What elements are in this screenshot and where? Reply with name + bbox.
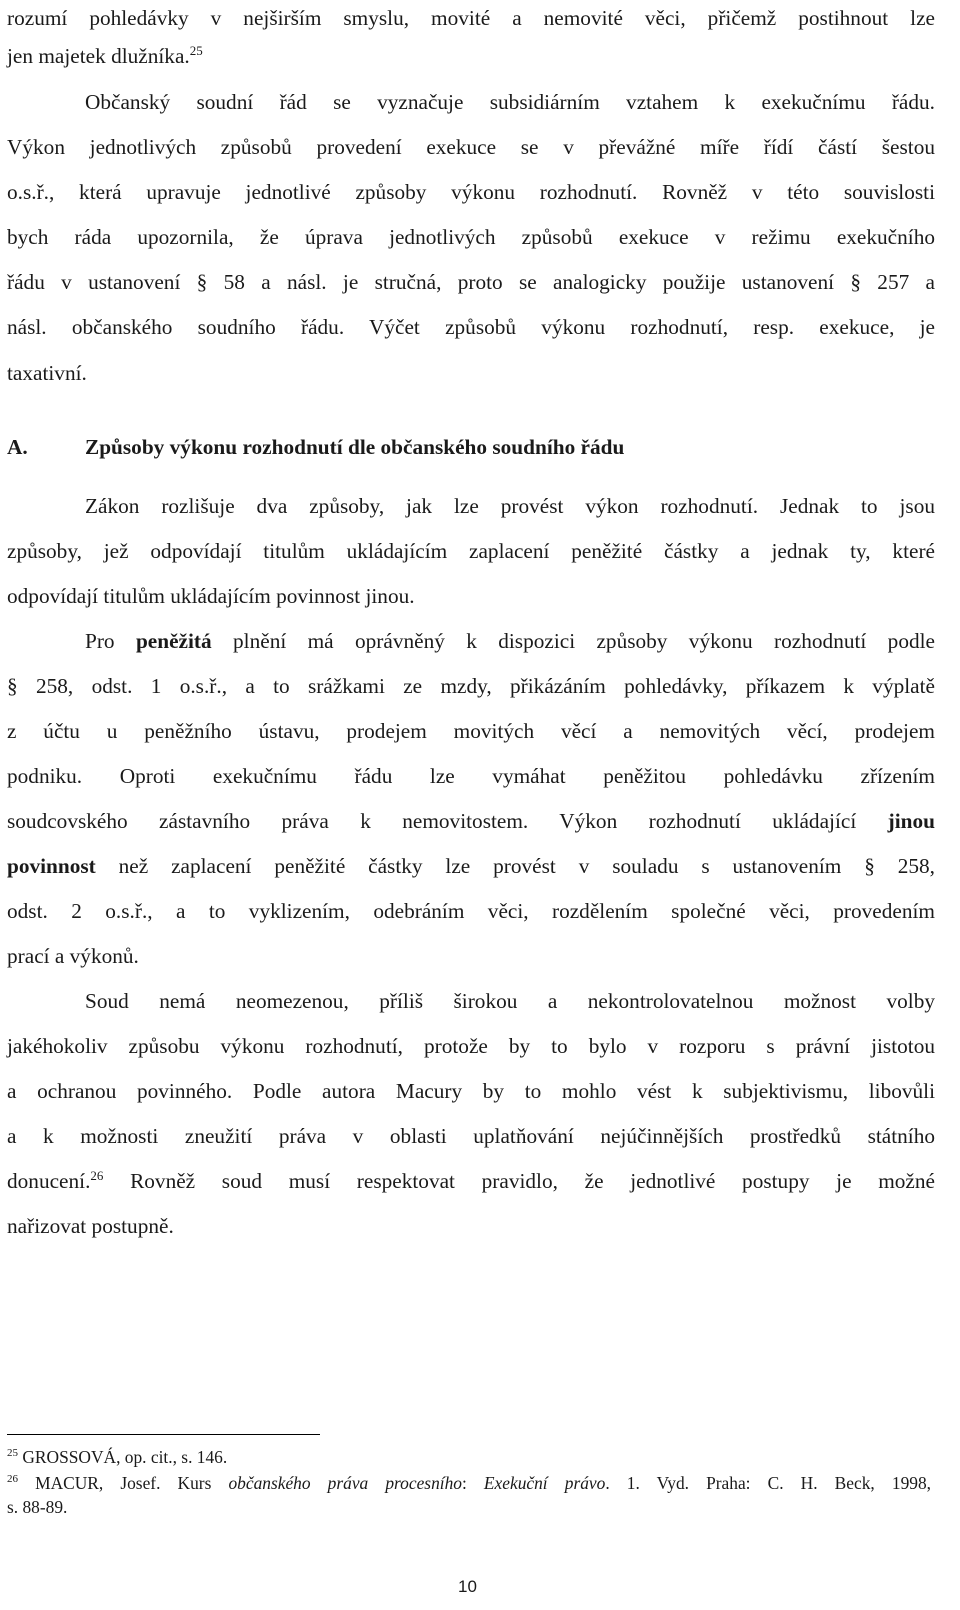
body-line: jen majetek dlužníka.$^{25}$	[7, 42, 203, 68]
footnote-separator	[7, 1434, 320, 1435]
body-line: odst. 2 o.s.ř., a to vyklizením, odebráním věci, rozdělením společné věci, provedením	[7, 899, 935, 923]
section-letter: A.	[7, 435, 28, 459]
emphasis-text: peněžitá	[135, 629, 212, 653]
body-line: jakéhokoliv způsobu výkonu rozhodnutí, protože by to bylo v rozporu s právní jistotou	[7, 1034, 935, 1058]
paragraph-start: Soud nemá neomezenou, příliš širokou a nekontrolovatelnou možnost volby	[85, 989, 935, 1013]
body-line: odpovídají titulům ukládajícím povinnost jinou.	[7, 584, 415, 608]
body-line: z účtu u peněžního ústavu, prodejem movitých věcí a nemovitých věcí, prodejem	[7, 719, 935, 743]
paragraph-start: Zákon rozlišuje dva způsoby, jak lze provést výkon rozhodnutí. Jednak to jsou	[85, 494, 935, 518]
emphasis-text: povinnost	[7, 854, 96, 878]
body-line: bych ráda upozornila, že úprava jednotlivých způsobů exekuce v režimu exekučního	[7, 225, 935, 249]
body-line: násl. občanského soudního řádu. Výčet způsobů výkonu rozhodnutí, resp. exekuce, je	[7, 315, 935, 339]
paragraph-start: Pro peněžitá plnění má oprávněný k dispozici způsoby výkonu rozhodnutí podle	[85, 629, 935, 653]
body-line: Výkon jednotlivých způsobů provedení exekuce se v převážné míře řídí částí šestou	[7, 135, 935, 159]
book-subtitle: Exekuční právo	[483, 1473, 606, 1493]
footnote-ref: 25	[189, 42, 203, 58]
body-line: nařizovat postupně.	[7, 1214, 174, 1238]
body-line: a k možnosti zneužití práva v oblasti uplatňování nejúčinnějších prostředků státního	[7, 1124, 935, 1148]
section-heading: Způsoby výkonu rozhodnutí dle občanského soudního řádu	[85, 435, 625, 459]
body-line: podniku. Oproti exekučnímu řádu lze vymáhat peněžitou pohledávku zřízením	[7, 764, 935, 788]
body-line: rozumí pohledávky v nejširším smyslu, movité a nemovité věci, přičemž postihnout lze	[7, 6, 935, 30]
body-line: povinnost než zaplacení peněžité částky lze provést v souladu s ustanovením § 258,	[7, 854, 935, 878]
book-title: občanského práva procesního	[228, 1473, 462, 1493]
body-line: donucení.$^{26}$ Rovněž soud musí respektovat pravidlo, že jednotlivé postupy je možné	[7, 1167, 935, 1193]
body-line: taxativní.	[7, 361, 87, 385]
footnote-number: 26	[7, 1473, 18, 1486]
body-line: o.s.ř., která upravuje jednotlivé způsoby výkonu rozhodnutí. Rovněž v této souvislosti	[7, 180, 935, 204]
footnote-continuation: s. 88-89.	[7, 1497, 68, 1517]
footnote: $^{25}$ GROSSOVÁ, op. cit., s. 146.	[7, 1447, 228, 1467]
emphasis-text: jinou	[887, 809, 935, 833]
body-line: způsoby, jež odpovídají titulům ukládajícím zaplacení peněžité částky a jednak ty, které	[7, 539, 935, 563]
body-line: soudcovského zástavního práva k nemovitostem. Výkon rozhodnutí ukládající jinou	[7, 809, 935, 833]
body-line: § 258, odst. 1 o.s.ř., a to srážkami ze mzdy, přikázáním pohledávky, příkazem k výplatě	[7, 674, 935, 698]
body-line: řádu v ustanovení § 58 a násl. je stručná, proto se analogicky použije ustanovení § 257 a	[7, 270, 935, 294]
footnote: $^{26}$ MACUR, Josef. Kurs občanského práva procesního: Exekuční právo. 1. Vyd. Praha: C. H. Beck, 1998,	[7, 1473, 931, 1493]
page-number: 10	[458, 1577, 477, 1596]
footnote-ref: 26	[90, 1167, 104, 1183]
paragraph-start: Občanský soudní řád se vyznačuje subsidiárním vztahem k exekučnímu řádu.	[85, 90, 935, 114]
body-line: prací a výkonů.	[7, 944, 139, 968]
body-line: a ochranou povinného. Podle autora Macury by to mohlo vést k subjektivismu, libovůli	[7, 1079, 935, 1103]
footnote-number: 25	[7, 1447, 18, 1460]
